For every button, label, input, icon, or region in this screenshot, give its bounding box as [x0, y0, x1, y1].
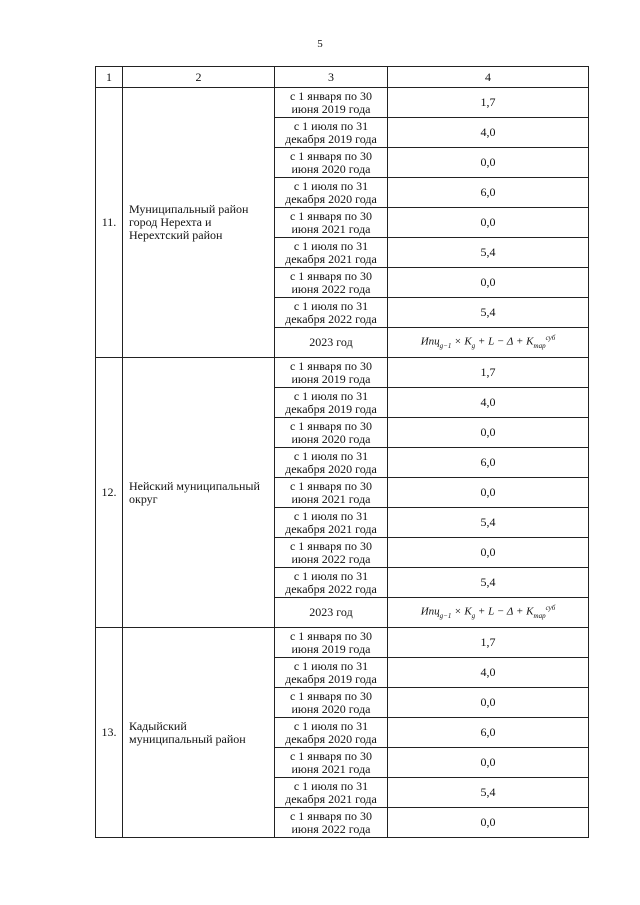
municipality-name: Кадыйский муниципальный район — [123, 628, 275, 838]
index-value: 4,0 — [388, 388, 589, 418]
index-value: 5,4 — [388, 238, 589, 268]
period-cell: с 1 января по 30 июня 2019 года — [275, 88, 388, 118]
index-value: 6,0 — [388, 448, 589, 478]
index-value: 5,4 — [388, 778, 589, 808]
index-value: 0,0 — [388, 688, 589, 718]
index-value: 6,0 — [388, 178, 589, 208]
index-value: 0,0 — [388, 148, 589, 178]
column-header: 1 — [96, 67, 123, 88]
index-value: 0,0 — [388, 208, 589, 238]
formula-part: тар — [533, 611, 546, 620]
formula-part: g−1 — [439, 341, 452, 350]
row-number: 11. — [96, 88, 123, 358]
tariff-table — [95, 66, 589, 838]
formula-part: K — [526, 605, 534, 618]
period-cell: с 1 января по 30 июня 2020 года — [275, 148, 388, 178]
index-value: 5,4 — [388, 568, 589, 598]
period-cell: с 1 июля по 31 декабря 2021 года — [275, 238, 388, 268]
period-cell: с 1 июля по 31 декабря 2022 года — [275, 298, 388, 328]
table-row — [96, 628, 589, 658]
municipality-name: Муниципальный район город Нерехта и Нерехтский район — [123, 88, 275, 358]
formula-part: + L − Δ + — [475, 335, 527, 348]
period-cell: с 1 января по 30 июня 2022 года — [275, 268, 388, 298]
row-number: 13. — [96, 628, 123, 838]
period-cell: с 1 января по 30 июня 2021 года — [275, 478, 388, 508]
index-value: 0,0 — [388, 748, 589, 778]
page-number: 5 — [317, 38, 323, 50]
index-value: 1,7 — [388, 88, 589, 118]
formula-part: тар — [533, 341, 546, 350]
period-cell: с 1 января по 30 июня 2020 года — [275, 688, 388, 718]
column-header: 4 — [388, 67, 589, 88]
formula-part: + L − Δ + — [475, 605, 527, 618]
index-value: 5,4 — [388, 298, 589, 328]
period-cell: с 1 января по 30 июня 2022 года — [275, 808, 388, 838]
formula-part: суб — [545, 604, 556, 613]
period-cell: с 1 июля по 31 декабря 2020 года — [275, 178, 388, 208]
index-value: 1,7 — [388, 628, 589, 658]
index-value: 5,4 — [388, 508, 589, 538]
index-value: 4,0 — [388, 658, 589, 688]
table-row — [96, 88, 589, 118]
period-cell: с 1 июля по 31 декабря 2021 года — [275, 508, 388, 538]
formula-part: g — [471, 341, 476, 350]
period-cell: с 1 июля по 31 декабря 2020 года — [275, 448, 388, 478]
period-cell: с 1 января по 30 июня 2019 года — [275, 358, 388, 388]
period-cell: 2023 год — [275, 328, 388, 358]
index-value: 0,0 — [388, 538, 589, 568]
formula-part: K — [464, 605, 472, 618]
column-header: 3 — [275, 67, 388, 88]
formula-part: × — [451, 605, 465, 618]
index-value: 4,0 — [388, 118, 589, 148]
period-cell: с 1 июля по 31 декабря 2022 года — [275, 568, 388, 598]
period-cell: с 1 января по 30 июня 2021 года — [275, 208, 388, 238]
formula-part: Ипц — [420, 335, 440, 348]
index-value: 0,0 — [388, 478, 589, 508]
formula-part: K — [464, 335, 472, 348]
formula-part: g−1 — [439, 611, 452, 620]
row-number: 12. — [96, 358, 123, 628]
index-value: 1,7 — [388, 358, 589, 388]
column-header: 2 — [123, 67, 275, 88]
municipality-name: Нейский муниципальный округ — [123, 358, 275, 628]
formula-part: K — [526, 335, 534, 348]
index-value: 0,0 — [388, 418, 589, 448]
period-cell: с 1 июля по 31 декабря 2019 года — [275, 118, 388, 148]
period-cell: 2023 год — [275, 598, 388, 628]
period-cell: с 1 января по 30 июня 2022 года — [275, 538, 388, 568]
formula-part: Ипц — [420, 605, 440, 618]
index-formula — [388, 598, 589, 628]
index-value: 6,0 — [388, 718, 589, 748]
table-header-row — [96, 67, 589, 88]
period-cell: с 1 июля по 31 декабря 2019 года — [275, 388, 388, 418]
period-cell: с 1 января по 30 июня 2021 года — [275, 748, 388, 778]
formula-part: суб — [545, 334, 556, 343]
period-cell: с 1 января по 30 июня 2020 года — [275, 418, 388, 448]
table-row — [96, 358, 589, 388]
index-formula — [388, 328, 589, 358]
formula-part: g — [471, 611, 476, 620]
period-cell: с 1 июля по 31 декабря 2020 года — [275, 718, 388, 748]
period-cell: с 1 июля по 31 декабря 2019 года — [275, 658, 388, 688]
formula-part: × — [451, 335, 465, 348]
period-cell: с 1 июля по 31 декабря 2021 года — [275, 778, 388, 808]
index-value: 0,0 — [388, 808, 589, 838]
period-cell: с 1 января по 30 июня 2019 года — [275, 628, 388, 658]
index-value: 0,0 — [388, 268, 589, 298]
